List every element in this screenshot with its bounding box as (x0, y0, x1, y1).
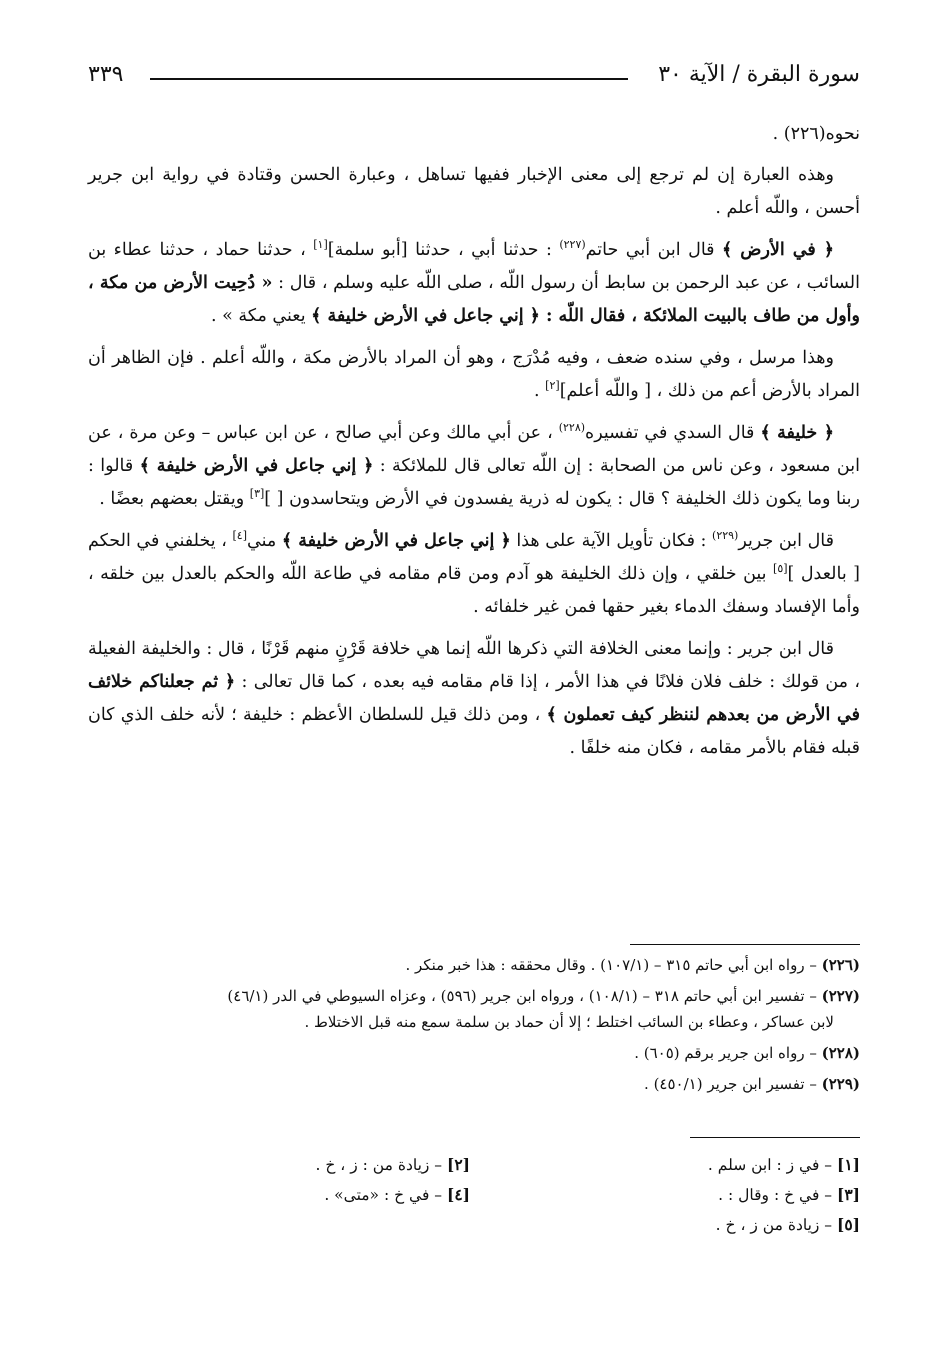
header-rule (150, 78, 628, 80)
paragraph-0: نحوه(٢٢٦) . (772, 124, 860, 144)
paragraph-4-text: ويقتل بعضهم بعضًا . (99, 489, 250, 509)
paragraph-6-text: قال ابن جرير : وإنما معنى الخلافة التي ذكرها اللّه إنما هي خلافة قَرْنٍ منهم قَرْنًا ، قال : والخليفة الفعيلة ، من قولك : خلف فلان فلانًا في هذا الأمر ، إذا قام مقامه فيه بعده ، كما قال تعالى : (88, 639, 860, 692)
critical-note-4 (110, 1180, 470, 1210)
paragraph-3 (88, 342, 860, 408)
paragraph-5-text: مني (246, 531, 282, 551)
paragraph-4-text: ، عن أبي مالك وعن أبي صالح ، عن ابن عباس – وعن مرة ، عن ابن مسعود ، وعن ناس من الصحابة : إن اللّه تعالى قال للملائكة : (88, 423, 860, 476)
critical-notes-right-column (500, 1150, 860, 1240)
quran-quote: ﴿ إني جاعل في الأرض خليفة ﴾ (139, 456, 374, 476)
footnote-number: (٢٢٩) (821, 1075, 860, 1093)
footnote-text-continued: لابن عساكر ، وعطاء بن السائب اختلط ؛ إلا أن حماد بن سلمة سمع منه قبل الاختلاط . (304, 1013, 834, 1031)
paragraph-2 (88, 234, 860, 333)
critical-note-1 (500, 1150, 860, 1180)
critical-note-2 (110, 1150, 470, 1180)
footnote-number: (٢٢٧) (821, 987, 860, 1005)
paragraph-2-text: : حدثنا أبي ، حدثنا [أبو سلمة] (327, 240, 560, 260)
paragraph-3-text: . (534, 381, 546, 401)
footnote-text: – تفسير ابن جرير (٤٥٠/١) . (644, 1075, 822, 1093)
footnotes (88, 952, 860, 1102)
footnote-divider (630, 944, 860, 945)
quran-quote: ﴿ في الأرض ﴾ (722, 240, 834, 260)
quran-quote: ﴿ خليفة ﴾ (760, 423, 834, 443)
paragraph-4 (88, 417, 860, 516)
paragraph-2-text: يعني مكة » . (211, 306, 312, 326)
paragraph-3-text: وهذا مرسل ، وفي سنده ضعف ، وفيه مُدْرَج ، وهو أن المراد بالأرض مكة ، واللّه أعلم . فإن الظاهر أن المراد بالأرض أعم من ذلك ، [ واللّه أعلم] (88, 348, 860, 401)
critical-note-ref[interactable]: [١] (313, 238, 328, 252)
running-title: سورة البقرة / الآية ٣٠ (658, 62, 860, 87)
critical-note-text: – زيادة من ز ، خ . (715, 1216, 837, 1234)
paragraph-5-text: قال ابن جرير (738, 531, 834, 551)
critical-note-ref[interactable]: [٤] (232, 529, 247, 543)
critical-notes-left-column (110, 1150, 470, 1210)
hadith-text: « دُحِيت الأرض من مكة ، وأول من طاف بالبيت الملائكة ، فقال اللّه : ﴿ إني جاعل في الأرض خليفة ﴾ (88, 273, 860, 326)
critical-note-3 (500, 1180, 860, 1210)
footnote-text: – تفسير ابن أبي حاتم ٣١٨ – (١٠٨/١) ، ورواه ابن جرير (٥٩٦) ، وعزاه السيوطي في الدر (٤٦/١) (227, 987, 822, 1005)
critical-note-number: [٢] (446, 1155, 470, 1174)
critical-note-number: [٤] (446, 1185, 470, 1204)
critical-note-5 (500, 1210, 860, 1240)
critical-note-number: [٣] (836, 1185, 860, 1204)
critical-note-text: – في خ : وقال : . (718, 1186, 837, 1204)
footnote-ref[interactable]: (٢٢٩) (712, 529, 739, 543)
paragraph-4-text: قالوا : ربنا وما يكون ذلك الخليفة ؟ قال : يكون له ذرية يفسدون في الأرض ويتحاسدون [ ] (88, 456, 860, 509)
paragraph-1-text: وهذه العبارة إن لم ترجع إلى معنى الإخبار ففيها تساهل ، وعبارة الحسن وقتادة في رواية ابن جرير أحسن ، واللّه أعلم . (88, 165, 860, 218)
paragraph-5-text: : فكان تأويل الآية على هذا (510, 531, 713, 551)
paragraph-2-text: قال ابن أبي حاتم (585, 240, 723, 260)
critical-note-number: [١] (836, 1155, 860, 1174)
footnote-text: – رواه ابن أبي حاتم ٣١٥ – (١٠٧/١) . وقال محققه : هذا خبر منكر . (405, 956, 822, 974)
critical-note-text: – في خ : «متى» . (324, 1186, 447, 1204)
paragraph-5-text: بين خلقي ، وإن ذلك الخليفة هو آدم ومن قام مقامه في طاعة اللّه والحكم بالعدل بين خلقه ، وأما الإفساد وسفك الدماء بغير حقها فمن غير خلفائه . (88, 564, 860, 617)
critical-note-text: – زيادة من : ز ، خ . (315, 1156, 447, 1174)
paragraph-4-text: قال السدي في تفسيره (585, 423, 761, 443)
paragraph-2-text: ، حدثنا حماد ، حدثنا عطاء بن السائب ، عن عبد الرحمن بن سابط أن رسول اللّه ، صلى اللّه عليه وسلم ، قال : (88, 240, 860, 293)
page-header (88, 58, 860, 98)
footnote-number: (٢٢٦) (821, 956, 860, 974)
critical-note-ref[interactable]: [٢] (545, 379, 560, 393)
quran-quote: ﴿ إني جاعل في الأرض خليفة ﴾ (281, 531, 511, 551)
critical-note-number: [٥] (836, 1215, 860, 1234)
footnote-ref[interactable]: (٢٢٧) (559, 238, 586, 252)
footnote-text: – رواه ابن جرير برقم (٦٠٥) . (634, 1044, 822, 1062)
quran-quote: ﴿ ثم جعلناكم خلائف في الأرض من بعدهم لننظر كيف تعملون ﴾ (88, 672, 860, 725)
paragraph-6 (88, 633, 860, 765)
critical-notes-divider (690, 1137, 860, 1138)
page-number: ٣٣٩ (88, 62, 124, 87)
footnote-228 (88, 1040, 860, 1066)
paragraph-6-text: ، ومن ذلك قيل للسلطان الأعظم : خليفة ؛ لأنه خلف الذي كان قبله فقام بالأمر مقامه ، فكان منه خلفًا . (88, 705, 860, 758)
footnote-number: (٢٢٨) (821, 1044, 860, 1062)
main-text (88, 118, 860, 774)
paragraph-5 (88, 525, 860, 624)
critical-note-text: – في ز : ابن سلم . (707, 1156, 837, 1174)
paragraph-5-text: ، يخلفني في الحكم [ بالعدل ] (88, 531, 860, 584)
footnote-229 (88, 1071, 860, 1097)
footnote-227 (88, 983, 860, 1035)
footnote-ref[interactable]: (٢٢٨) (558, 421, 586, 435)
critical-note-ref[interactable]: [٣] (249, 487, 265, 501)
paragraph-1 (88, 159, 860, 225)
critical-note-ref[interactable]: [٥] (773, 562, 788, 576)
footnote-226 (88, 952, 860, 978)
critical-notes (88, 1150, 860, 1260)
